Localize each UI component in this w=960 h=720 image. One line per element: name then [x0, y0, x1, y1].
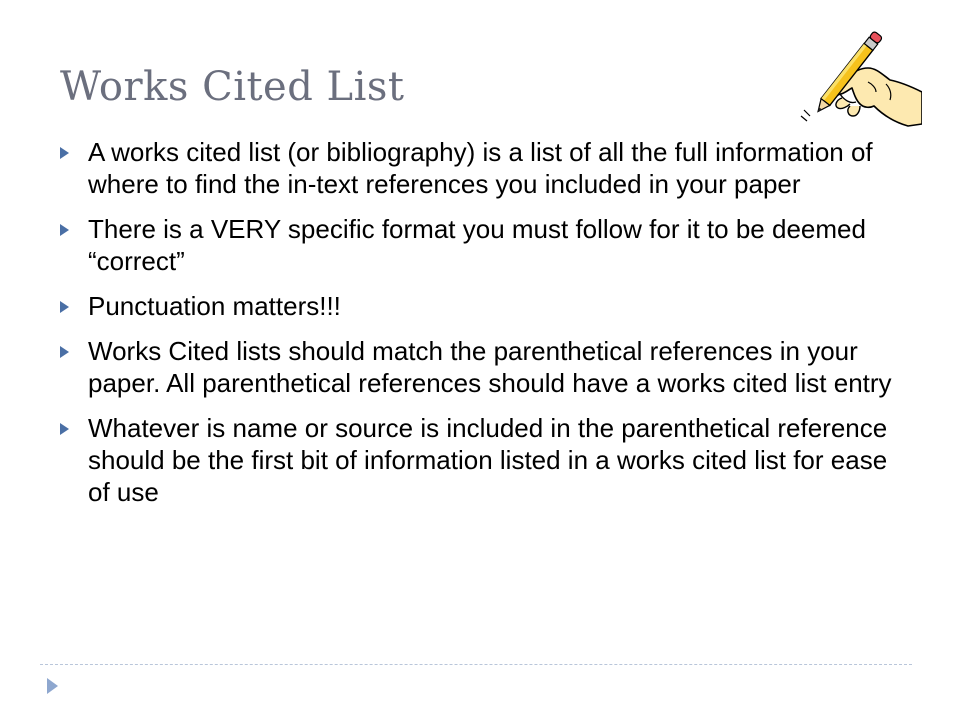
bullet-item: [60, 412, 900, 508]
bullet-item: [60, 290, 900, 322]
triangle-arrow-icon: [47, 678, 58, 694]
triangle-bullet-icon: [60, 301, 69, 313]
slide-title: Works Cited List: [60, 64, 405, 110]
bullet-item: [60, 136, 900, 200]
bullet-item: [60, 213, 900, 277]
triangle-bullet-icon: [60, 147, 69, 159]
triangle-bullet-icon: [60, 423, 69, 435]
bullet-text: Punctuation matters!!!: [88, 291, 341, 321]
bullet-item: [60, 335, 900, 399]
triangle-bullet-icon: [60, 346, 69, 358]
triangle-bullet-icon: [60, 224, 69, 236]
bullet-text: There is a VERY specific format you must follow for it to be deemed “correct”: [88, 214, 866, 276]
bullet-text: Works Cited lists should match the parenthetical references in your paper. All parenthetical references should have a works cited list entry: [88, 336, 892, 398]
bullet-text: A works cited list (or bibliography) is a list of all the full information of where to find the in-text references you included in your paper: [88, 137, 873, 199]
hand-writing-with-pencil-icon: [798, 24, 922, 130]
footer-divider: [40, 664, 912, 665]
bullet-text: Whatever is name or source is included in the parenthetical reference should be the first bit of information listed in a works cited list for ease of use: [88, 413, 888, 507]
bullet-list: [60, 136, 900, 521]
